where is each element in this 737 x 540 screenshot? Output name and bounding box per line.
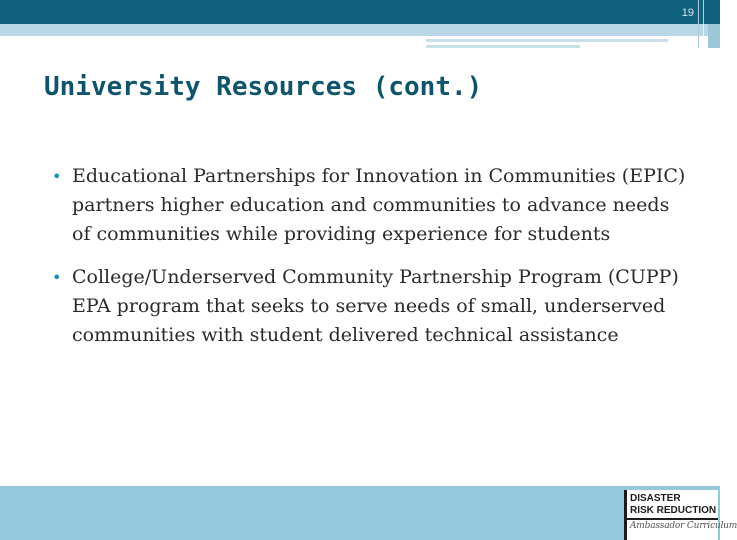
bullet-text: Educational Partnerships for Innovation in Communities (EPIC) partners higher education and communities to advance needs of communities while providing experience for students: [72, 165, 686, 245]
header-accent-line-short: [426, 45, 580, 48]
bullet-list: [52, 162, 692, 364]
bullet-marker: •: [52, 167, 62, 186]
bullet-text: College/Underserved Community Partnership Program (CUPP) EPA program that seeks to serve needs of small, underserved communities with student delivered technical assistance: [72, 266, 679, 346]
slide-number: 19: [681, 7, 694, 19]
logo-line-risk-reduction: RISK REDUCTION: [627, 505, 718, 520]
footer-band: [0, 486, 737, 540]
logo-line-curriculum: Ambassador Curriculum: [630, 521, 737, 531]
bullet-marker: •: [52, 268, 62, 287]
header-divider-line: [698, 0, 699, 48]
header-corner-block: [708, 24, 720, 48]
header-accent-line: [426, 39, 668, 42]
slide-title: University Resources (cont.): [44, 72, 483, 102]
header-strip: [0, 24, 720, 36]
bullet-item-epic: [52, 162, 692, 249]
drr-logo: [624, 490, 737, 540]
top-header-band: [0, 0, 720, 24]
header-divider-line-light: [703, 0, 704, 48]
bullet-item-cupp: [52, 263, 692, 350]
logo-line-disaster: DISASTER: [630, 493, 681, 504]
